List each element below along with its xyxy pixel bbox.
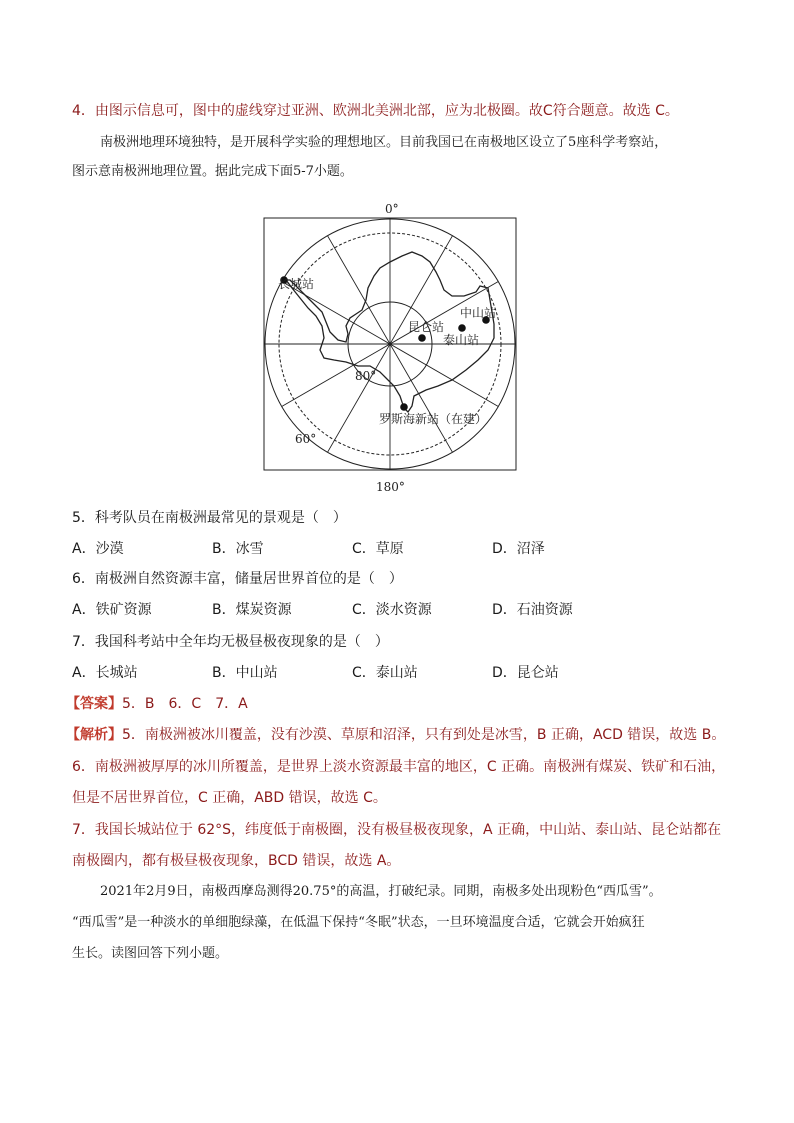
q7-option-c[interactable]: C．泰山站 xyxy=(352,665,418,681)
answer-line xyxy=(66,694,248,714)
label-taishan: 泰山站 xyxy=(443,333,480,347)
station-luosihai-dot xyxy=(400,403,408,411)
q4-explanation: 4．由图示信息可，图中的虚线穿过亚洲、欧洲北美洲北部，应为北极圈。故C符合题意。故选 C。 xyxy=(72,103,679,119)
next-intro-line-2: “西瓜雪”是一种淡水的单细胞绿藻，在低温下保持“冬眠”状态，一旦环境温度合适，它就会开始疯狂 xyxy=(72,915,645,930)
question-6-stem: 6．南极洲自然资源丰富，储量居世界首位的是（ ） xyxy=(72,571,403,587)
label-60-degrees: 60° xyxy=(295,432,317,446)
analysis-line-4: 7．我国长城站位于 62°S，纬度低于南极圈，没有极昼极夜现象，A 正确，中山站、泰山站、昆仑站都在 xyxy=(72,822,722,838)
label-luosihai: 罗斯海新站（在建） xyxy=(379,412,488,426)
question-7-stem: 7．我国科考站中全年均无极昼极夜现象的是（ ） xyxy=(72,634,389,650)
q6-option-a[interactable]: A．铁矿资源 xyxy=(72,602,152,618)
antarctica-map xyxy=(262,200,526,496)
q5-option-c[interactable]: C．草原 xyxy=(352,541,404,557)
intro-line-1: 南极洲地理环境独特，是开展科学实验的理想地区。目前我国已在南极地区设立了5座科学考察站， xyxy=(100,135,668,150)
next-intro-line-1: 2021年2月9日，南极西摩岛测得20.75°的高温，打破纪录。同期，南极多处出现粉色“西瓜雪”。 xyxy=(100,884,662,899)
q5-option-d[interactable]: D．沼泽 xyxy=(492,541,545,557)
label-kunlun: 昆仑站 xyxy=(408,320,445,334)
label-zhongshan: 中山站 xyxy=(460,306,497,320)
intro-line-2: 图示意南极洲地理位置。据此完成下面5-7小题。 xyxy=(72,164,353,179)
label-changcheng: 长城站 xyxy=(278,277,315,291)
analysis-tag: 【解析】 xyxy=(66,727,122,743)
station-kunlun-dot xyxy=(418,334,426,342)
q7-option-a[interactable]: A．长城站 xyxy=(72,665,138,681)
answer-text: 5．B 6．C 7．A xyxy=(122,696,248,712)
q6-option-c[interactable]: C．淡水资源 xyxy=(352,602,432,618)
question-5-stem: 5．科考队员在南极洲最常见的景观是（ ） xyxy=(72,510,347,526)
label-180-degrees: 180° xyxy=(376,480,405,494)
analysis-line-2: 6．南极洲被厚厚的冰川所覆盖，是世界上淡水资源最丰富的地区，C 正确。南极洲有煤炭、铁矿和石油， xyxy=(72,759,726,775)
q6-option-b[interactable]: B．煤炭资源 xyxy=(212,602,292,618)
q5-option-a[interactable]: A．沙漠 xyxy=(72,541,124,557)
analysis-line-3: 但是不居世界首位，C 正确，ABD 错误，故选 C。 xyxy=(72,790,387,806)
q5-option-b[interactable]: B．冰雪 xyxy=(212,541,264,557)
analysis-line-5: 南极圈内，都有极昼极夜现象，BCD 错误，故选 A。 xyxy=(72,853,401,869)
station-taishan-dot xyxy=(458,324,466,332)
label-80-degrees: 80° xyxy=(355,369,377,383)
q7-option-b[interactable]: B．中山站 xyxy=(212,665,278,681)
answer-tag: 【答案】 xyxy=(66,696,122,712)
q7-option-d[interactable]: D．昆仑站 xyxy=(492,665,559,681)
analysis-line-1 xyxy=(66,725,725,745)
label-0-degrees: 0° xyxy=(385,202,399,216)
next-intro-line-3: 生长。读图回答下列小题。 xyxy=(72,946,229,961)
analysis-text-1: 5．南极洲被冰川覆盖，没有沙漠、草原和沼泽，只有到处是冰雪，B 正确，ACD 错误，故选 B。 xyxy=(122,727,726,743)
q6-option-d[interactable]: D．石油资源 xyxy=(492,602,573,618)
